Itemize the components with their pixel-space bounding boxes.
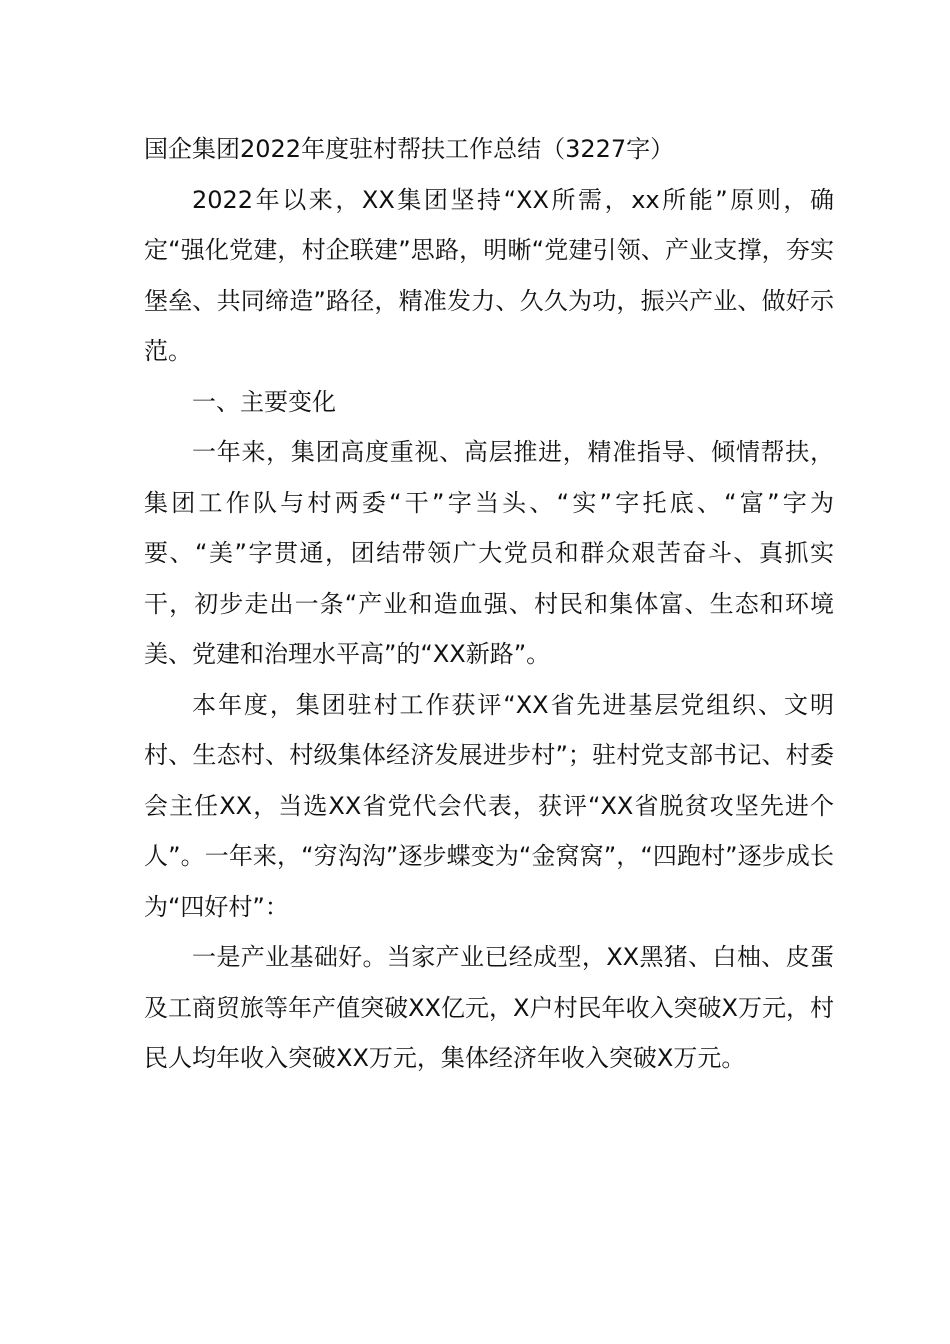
document-page [144, 124, 834, 1084]
paragraph-overview: 一年来，集团高度重视、高层推进，精准指导、倾情帮扶，集团工作队与村两委“干”字当头、“实”字托底、“富”字为要、“美”字贯通，团结带领广大党员和群众艰苦奋斗、真抓实干，初步走出一条“产业和造血强、村民和集体富、生态和环境美、党建和治理水平高”的“XX新路”。 [144, 438, 834, 668]
paragraph-intro: 2022年以来，XX集团坚持“XX所需，xx所能”原则，确定“强化党建，村企联建”思路，明晰“党建引领、产业支撑，夯实堡垒、共同缔造”路径，精准发力、久久为功，振兴产业、做好示范。 [144, 185, 834, 365]
section-heading-main-changes: 一、主要变化 [192, 387, 336, 416]
paragraph-industry-foundation: 一是产业基础好。当家产业已经成型，XX黑猪、白柚、皮蛋及工商贸旅等年产值突破XX亿元，X户村民年收入突破X万元，村民人均年收入突破XX万元，集体经济年收入突破X万元。 [144, 943, 834, 1072]
paragraph-awards: 本年度，集团驻村工作获评“XX省先进基层党组织、文明村、生态村、村级集体经济发展进步村”；驻村党支部书记、村委会主任XX，当选XX省党代会代表，获评“XX省脱贫攻坚先进个人”。一年来，“穷沟沟”逐步蝶变为“金窝窝”，“四跑村”逐步成长为“四好村”： [144, 690, 834, 921]
document-title: 国企集团2022年度驻村帮扶工作总结（3227字） [144, 135, 675, 163]
